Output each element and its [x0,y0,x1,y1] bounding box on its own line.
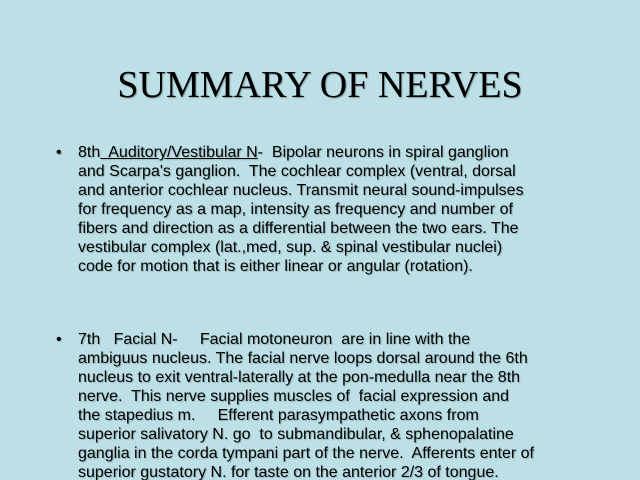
bullet-line: nerve. This nerve supplies muscles of facial expression and [78,388,510,405]
bullet-line: and anterior cochlear nucleus. Transmit neural sound-impulses [78,182,524,199]
nerve-heading: Auditory/Vestibular N [100,144,258,161]
bullet-line: nucleus to exit ventral-laterally at the pon-medulla near the 8th [78,369,521,386]
bullet-line: superior gustatory N. for taste on the anterior 2/3 of tongue. [78,464,499,480]
bullet-dot: • [56,144,62,161]
bullet-line [78,143,598,162]
slide-title: SUMMARY OF NERVES [117,64,523,106]
bullet-line: for frequency as a map, intensity as frequency and number of [78,201,513,218]
bullet-line: ambiguus nucleus. The facial nerve loops dorsal around the 6th [78,350,528,367]
bullet-line: code for motion that is either linear or angular (rotation). [78,258,473,275]
bullet-text [78,143,598,276]
bullet-line: 7th Facial N- Facial motoneuron are in line with the [78,331,471,348]
bullet-line: fibers and direction as a differential between the two ears. The [78,220,519,237]
bullet-line: superior salivatory N. go to submandibular, & sphenopalatine [78,426,514,443]
bullet-line: vestibular complex (lat.,med, sup. & spinal vestibular nuclei) [78,239,503,256]
bullet-line: and Scarpa's ganglion. The cochlear complex (ventral, dorsal [78,163,516,180]
bullet-line: the stapedius m. Efferent parasympathetic axons from [78,407,479,424]
nerve-number: 8th [78,144,101,161]
bullet-line: ganglia in the corda tympani part of the nerve. Afferents enter of [78,445,534,462]
bullet-line-rest: - Bipolar neurons in spiral ganglion [257,144,509,161]
bullet-dot: • [56,331,62,348]
bullet-text [78,330,598,480]
